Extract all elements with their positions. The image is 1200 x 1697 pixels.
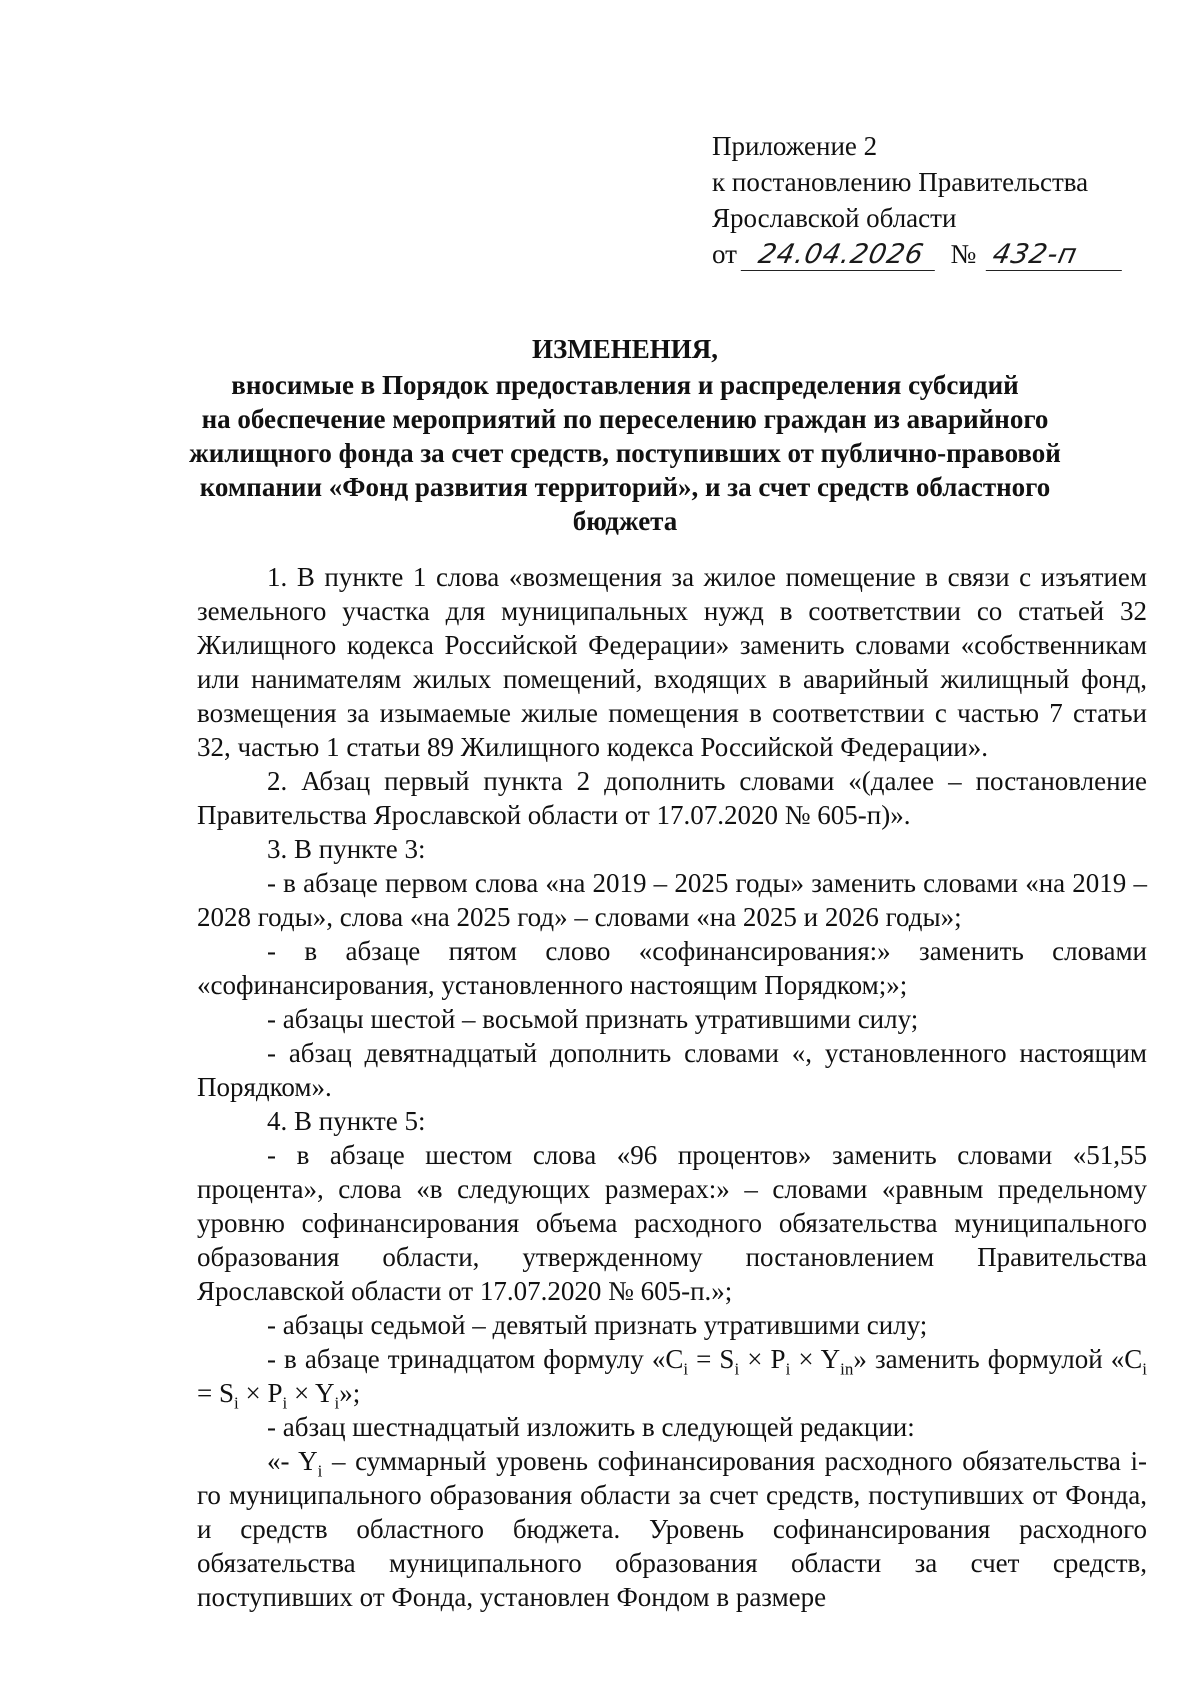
formula-text: × Y bbox=[287, 1378, 335, 1408]
appendix-block bbox=[712, 128, 1182, 272]
handwritten-date: 24.04.2026 bbox=[740, 240, 941, 271]
appendix-title: Приложение 2 bbox=[712, 131, 878, 161]
appendix-region: Ярославской области bbox=[712, 203, 957, 233]
paragraph-6: - абзацы шестой – восьмой признать утратившими силу; bbox=[267, 1004, 919, 1034]
title-line: вносимые в Порядок предоставления и распределения субсидий bbox=[231, 370, 1019, 400]
formula-text: - в абзаце тринадцатом формулу «C bbox=[267, 1344, 684, 1374]
document-body bbox=[197, 560, 1147, 1614]
subscript: i bbox=[317, 1461, 323, 1481]
paragraph-12: - абзац шестнадцатый изложить в следующей редакции: bbox=[267, 1412, 915, 1442]
formula-text: × P bbox=[238, 1378, 283, 1408]
appendix-date-line bbox=[712, 236, 1182, 272]
subscript: i bbox=[334, 1393, 340, 1413]
title-line: на обеспечение мероприятий по переселению граждан из аварийного bbox=[201, 404, 1049, 434]
paragraph-10: - абзацы седьмой – девятый признать утратившими силу; bbox=[267, 1310, 928, 1340]
paragraph-2: 2. Абзац первый пункта 2 дополнить словами «(далее – постановление Правительства Ярославской области от 17.07.2020 № 605-п)». bbox=[197, 766, 1147, 830]
handwritten-number: 432-п bbox=[986, 240, 1129, 271]
formula-text: × Y bbox=[790, 1344, 841, 1374]
formula-text: × P bbox=[739, 1344, 786, 1374]
paragraph-text: – суммарный уровень софинансирования расходного обязательства i-го муниципального образования области за счет средств, поступивших от Фонда, и средств областного бюджета. Уровень софинансирования расходного обязательства муниципального образования области за счет средств, поступивших от Фонда, установлен Фондом в размере bbox=[197, 1446, 1147, 1612]
formula-text: = S bbox=[688, 1344, 735, 1374]
subscript: i bbox=[785, 1359, 791, 1379]
title-line: бюджета bbox=[572, 506, 678, 536]
formula-text: = S bbox=[197, 1378, 234, 1408]
number-label: № bbox=[950, 239, 977, 269]
subscript: i bbox=[683, 1359, 689, 1379]
title-line: компании «Фонд развития территорий», и за счет средств областного bbox=[199, 472, 1051, 502]
paragraph-4: - в абзаце первом слова «на 2019 – 2025 годы» заменить словами «на 2019 – 2028 годы», слова «на 2025 год» – словами «на 2025 и 2026 годы»; bbox=[197, 868, 1147, 932]
formula-text: » заменить формулой «C bbox=[853, 1344, 1143, 1374]
paragraph-13 bbox=[197, 1444, 1147, 1614]
document-title bbox=[160, 332, 1090, 538]
subscript: i bbox=[734, 1359, 740, 1379]
paragraph-text: «- Y bbox=[267, 1446, 318, 1476]
paragraph-5: - в абзаце пятом слово «софинансирования:» заменить словами «софинансирования, установленного настоящим Порядком;»; bbox=[197, 936, 1147, 1000]
subscript: i bbox=[1142, 1359, 1147, 1379]
subscript: in bbox=[840, 1359, 854, 1379]
date-prefix: от bbox=[712, 239, 737, 269]
subscript: i bbox=[234, 1393, 239, 1413]
title-line: жилищного фонда за счет средств, поступивших от публично-правовой bbox=[189, 438, 1061, 468]
paragraph-8: 4. В пункте 5: bbox=[267, 1106, 426, 1136]
paragraph-9: - в абзаце шестом слова «96 процентов» заменить словами «51,55 процента», слова «в следующих размерах:» – словами «равным предельному уровню софинансирования объема расходного обязательства муниципального образования области, утвержденному постановлением Правительства Ярославской области от 17.07.2020 № 605-п.»; bbox=[197, 1140, 1147, 1306]
paragraph-1: 1. В пункте 1 слова «возмещения за жилое помещение в связи с изъятием земельного участка для муниципальных нужд в соответствии со статьей 32 Жилищного кодекса Российской Федерации» заменить словами «собственникам или нанимателям жилых помещений, входящих в аварийный жилищный фонд, возмещения за изымаемые жилые помещения в соответствии с частью 7 статьи 32, частью 1 статьи 89 Жилищного кодекса Российской Федерации». bbox=[197, 562, 1147, 762]
paragraph-3: 3. В пункте 3: bbox=[267, 834, 426, 864]
formula-text: »; bbox=[339, 1378, 361, 1408]
paragraph-11-formula bbox=[197, 1342, 1147, 1413]
title-main: ИЗМЕНЕНИЯ, bbox=[531, 334, 718, 364]
paragraph-7: - абзац девятнадцатый дополнить словами «, установленного настоящим Порядком». bbox=[197, 1038, 1147, 1102]
subscript: i bbox=[282, 1393, 288, 1413]
appendix-reference: к постановлению Правительства bbox=[712, 167, 1089, 197]
